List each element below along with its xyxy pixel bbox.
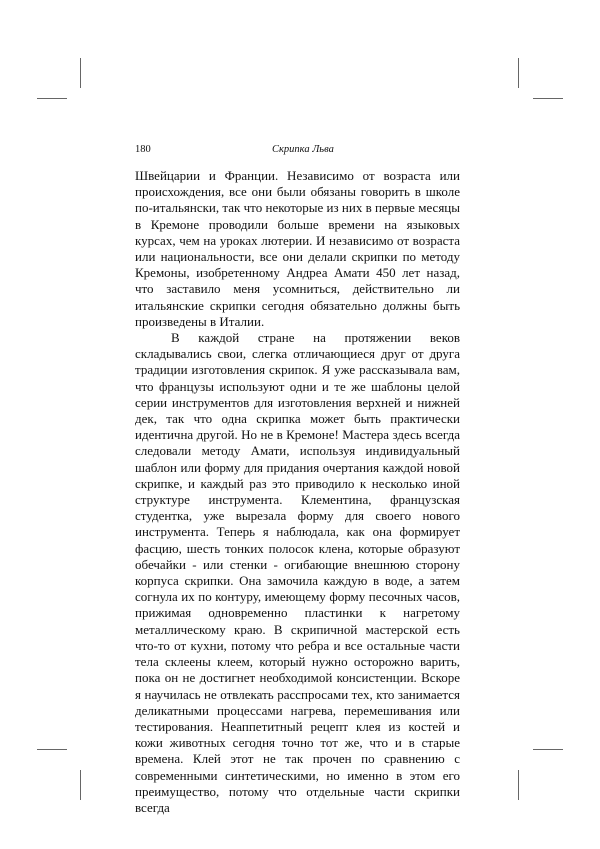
crop-mark [533, 749, 563, 750]
crop-mark [533, 98, 563, 99]
page-number: 180 [135, 144, 151, 155]
crop-mark [37, 98, 67, 99]
crop-mark [80, 58, 81, 88]
page-body [135, 168, 460, 816]
running-title: Скрипка Льва [272, 144, 334, 155]
crop-mark [518, 58, 519, 88]
crop-mark [80, 770, 81, 800]
paragraph: Швейцарии и Франции. Независимо от возраста или происхождения, все они были обязаны говорить в школе по-итальянски, так что некоторые из них в первые месяцы в Кремоне проводили больше времени на языковых курсах, чем на уроках лютерии. И независимо от возраста или национальности, все они делали скрипки по методу Кремоны, изобретенному Андреа Амати 450 лет назад, что заставило меня усомниться, действительно ли итальянские скрипки сегодня обязательно должны быть произведены в Италии. [135, 168, 460, 329]
crop-mark [37, 749, 67, 750]
crop-mark [518, 770, 519, 800]
paragraph: В каждой стране на протяжении веков складывались свои, слегка отличающиеся друг от друга традиции изготовления скрипок. Я уже рассказывала вам, что французы используют одни и те же шаблоны целой серии инструментов для изготовления верхней и нижней дек, так что одна скрипка может быть практически идентична другой. Но не в Кремоне! Мастера здесь всегда следовали методу Амати, используя индивидуальный шаблон или форму для придания очертания каждой новой скрипке, и каждый раз это приводило к несколько иной структуре инструмента. Клементина, французская студентка, уже вырезала форму для своего нового инструмента. Теперь я наблюдала, как она формирует фасцию, шесть тонких полосок клена, которые образуют обечайки - или стенки - огибающие внешнюю сторону корпуса скрипки. Она замочила каждую в воде, а затем согнула их по контуру, имеющему форму песочных часов, прижимая одновременно пластинки к нагретому металлическому краю. В скрипичной мастерской есть что-то от кухни, потому что ребра и все остальные части тела склеены клеем, который нужно осторожно варить, пока он не достигнет необходимой консистенции. Вскоре я научилась не отвлекать расспросами тех, кто занимается деликатными процессами нагрева, перемешивания или тестирования. Неаппетитный рецепт клея из костей и кожи животных сегодня точно тот же, что и в старые времена. Клей этот не так прочен по сравнению с современными синтетическими, но именно в этом его преимущество, потому что отдельные части скрипки всегда [135, 330, 460, 815]
